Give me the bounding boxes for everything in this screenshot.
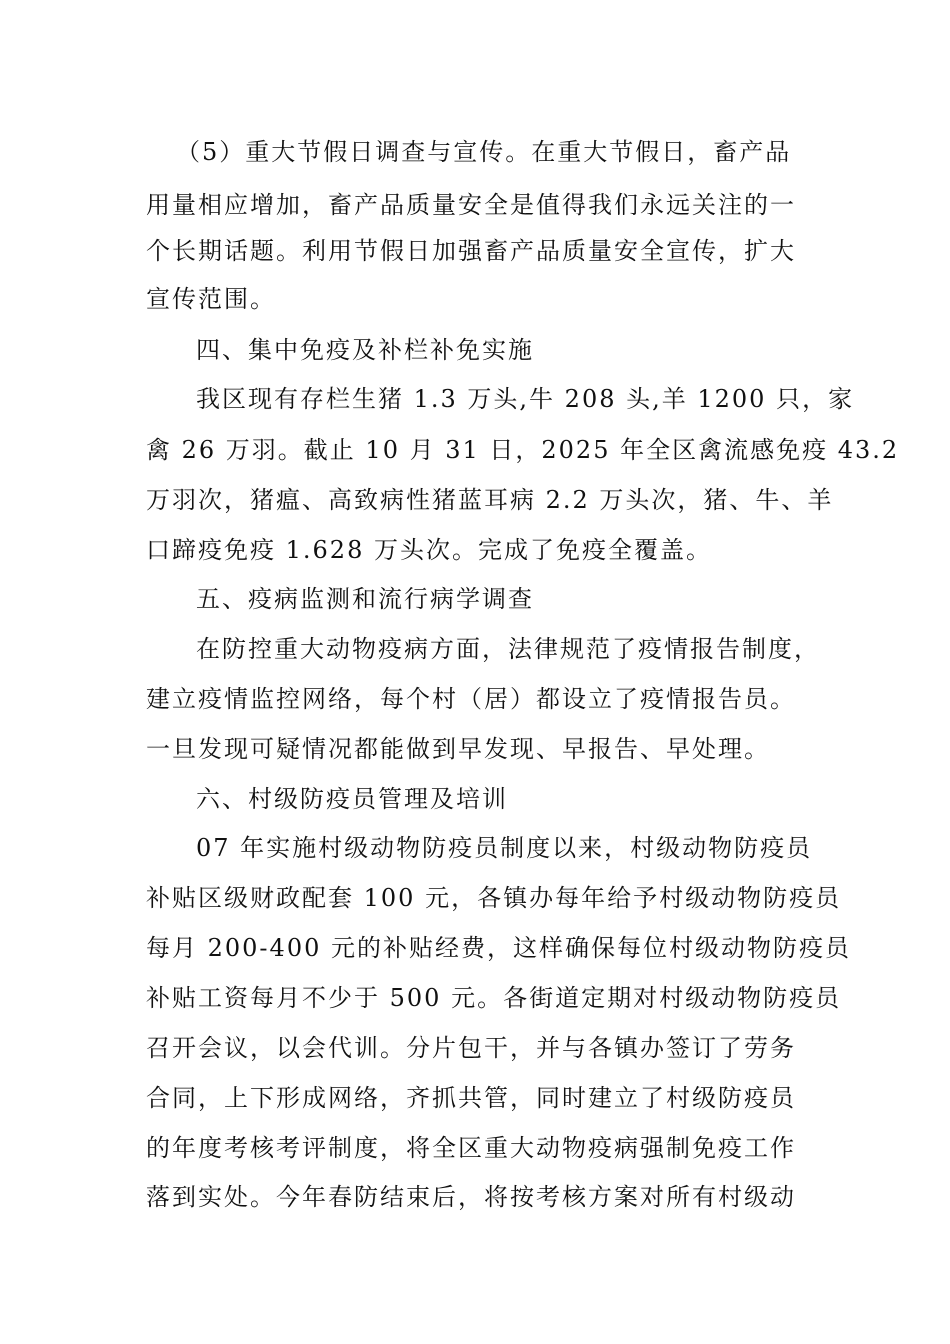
paragraph-line: 口蹄疫免疫 1.628 万头次。完成了免疫全覆盖。 bbox=[146, 536, 712, 564]
section-heading: 四、集中免疫及补栏补免实施 bbox=[196, 336, 534, 364]
paragraph-line: 个长期话题。利用节假日加强畜产品质量安全宣传，扩大 bbox=[146, 237, 796, 265]
paragraph-line: 07 年实施村级动物防疫员制度以来，村级动物防疫员 bbox=[196, 834, 813, 862]
paragraph-line: 落到实处。今年春防结束后，将按考核方案对所有村级动 bbox=[146, 1183, 796, 1211]
paragraph-line: 禽 26 万羽。截止 10 月 31 日，2025 年全区禽流感免疫 43.2 bbox=[146, 436, 900, 464]
paragraph-line: （5）重大节假日调查与宣传。在重大节假日，畜产品 bbox=[176, 138, 792, 166]
paragraph-line: 万羽次，猪瘟、高致病性猪蓝耳病 2.2 万头次，猪、牛、羊 bbox=[146, 486, 834, 514]
paragraph-line: 用量相应增加，畜产品质量安全是值得我们永远关注的一 bbox=[146, 191, 796, 219]
section-heading: 五、疫病监测和流行病学调查 bbox=[196, 585, 534, 613]
paragraph-line: 宣传范围。 bbox=[146, 285, 276, 313]
paragraph-line: 补贴区级财政配套 100 元，各镇办每年给予村级动物防疫员 bbox=[146, 884, 842, 912]
paragraph-line: 建立疫情监控网络，每个村（居）都设立了疫情报告员。 bbox=[146, 685, 796, 713]
paragraph-line: 召开会议，以会代训。分片包干，并与各镇办签订了劳务 bbox=[146, 1034, 796, 1062]
paragraph-line: 我区现有存栏生猪 1.3 万头,牛 208 头,羊 1200 只，家 bbox=[196, 385, 855, 413]
paragraph-line: 的年度考核考评制度，将全区重大动物疫病强制免疫工作 bbox=[146, 1134, 796, 1162]
paragraph-line: 在防控重大动物疫病方面，法律规范了疫情报告制度， bbox=[196, 635, 820, 663]
paragraph-line: 每月 200-400 元的补贴经费，这样确保每位村级动物防疫员 bbox=[146, 934, 851, 962]
paragraph-line: 合同，上下形成网络，齐抓共管，同时建立了村级防疫员 bbox=[146, 1084, 796, 1112]
paragraph-line: 补贴工资每月不少于 500 元。各街道定期对村级动物防疫员 bbox=[146, 984, 842, 1012]
section-heading: 六、村级防疫员管理及培训 bbox=[196, 785, 508, 813]
paragraph-line: 一旦发现可疑情况都能做到早发现、早报告、早处理。 bbox=[146, 735, 770, 763]
